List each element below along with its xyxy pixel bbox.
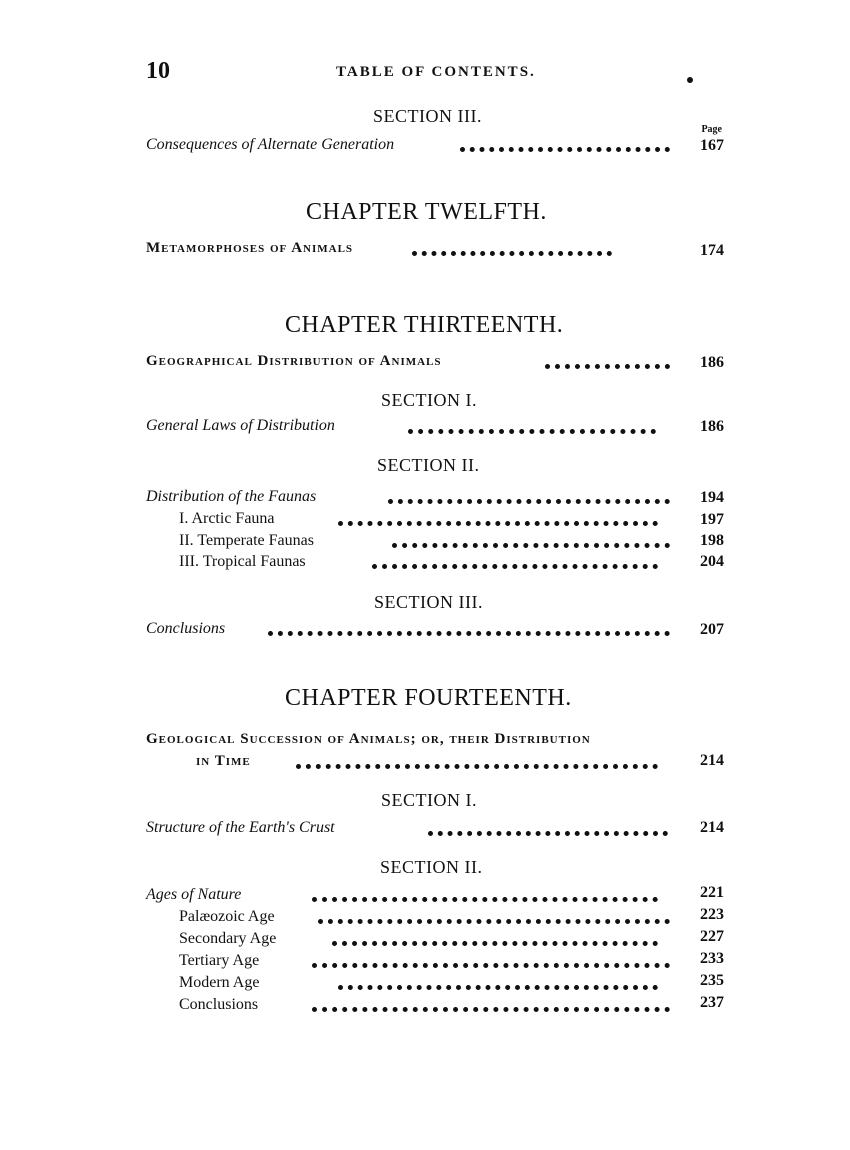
section-heading: SECTION I. [381, 390, 477, 410]
toc-entry: Distribution of the Faunas [146, 488, 317, 505]
toc-subentry: II. Temperate Faunas [179, 532, 314, 549]
leader-dots [312, 896, 658, 902]
page-column-label: Page [701, 124, 722, 135]
toc-entry: Conclusions [146, 620, 226, 637]
chapter-heading: CHAPTER TWELFTH. [306, 199, 547, 225]
section-heading: SECTION III. [374, 592, 483, 612]
leader-dots [460, 146, 670, 152]
page-number: 10 [146, 58, 170, 84]
toc-subentry: Palæozoic Age [179, 908, 275, 925]
leader-dots [372, 563, 658, 569]
toc-page: 235 [700, 972, 724, 989]
toc-entry: General Laws of Distribution [146, 417, 335, 434]
leader-dots [408, 428, 656, 434]
toc-subentry: Tertiary Age [179, 952, 260, 969]
toc-entry: Geographical Distribution of Animals [146, 353, 442, 369]
toc-entry: Consequences of Alternate Generation [146, 136, 395, 153]
leader-dots [296, 763, 658, 769]
leader-dots [268, 630, 670, 636]
leader-dots [318, 918, 670, 924]
running-title: TABLE OF CONTENTS. [336, 64, 536, 80]
toc-page: 167 [700, 137, 724, 154]
leader-dots [338, 520, 658, 526]
toc-subentry: Conclusions [179, 996, 259, 1013]
toc-page: 214 [700, 752, 724, 769]
section-heading: SECTION II. [380, 857, 483, 877]
chapter-heading: CHAPTER THIRTEENTH. [285, 312, 564, 338]
toc-page: 223 [700, 906, 724, 923]
toc-subentry: I. Arctic Fauna [179, 510, 275, 527]
toc-page: 214 [700, 819, 724, 836]
leader-dots [545, 363, 670, 369]
toc-entry: Geological Succession of Animals; or, their Distribution [146, 731, 591, 747]
toc-page: 197 [700, 511, 724, 528]
toc-subentry: III. Tropical Faunas [179, 553, 306, 570]
toc-page: 186 [700, 354, 724, 371]
toc-page: 174 [700, 242, 724, 259]
toc-entry: Metamorphoses of Animals [146, 240, 354, 256]
leader-dots [338, 984, 658, 990]
leader-dots [388, 498, 670, 504]
leader-dots [428, 830, 668, 836]
toc-page: 227 [700, 928, 724, 945]
toc-page: 198 [700, 532, 724, 549]
section-heading: SECTION I. [381, 790, 477, 810]
leader-dots [312, 962, 670, 968]
toc-page: 207 [700, 621, 724, 638]
leader-dots [332, 940, 658, 946]
toc-subentry: Secondary Age [179, 930, 277, 947]
leader-dots [412, 250, 612, 256]
leader-dots [312, 1006, 670, 1012]
toc-entry: Ages of Nature [146, 886, 242, 903]
toc-entry: Structure of the Earth's Crust [146, 819, 335, 836]
toc-entry-continuation: in Time [196, 753, 251, 769]
toc-page: 186 [700, 418, 724, 435]
section-heading: SECTION II. [377, 455, 480, 475]
toc-page: 233 [700, 950, 724, 967]
toc-page: 221 [700, 884, 724, 901]
toc-page: 237 [700, 994, 724, 1011]
toc-page: 204 [700, 553, 724, 570]
leader-dots [392, 542, 670, 548]
chapter-heading: CHAPTER FOURTEENTH. [285, 685, 572, 711]
ink-speck [687, 77, 693, 83]
section-heading: SECTION III. [373, 106, 482, 126]
toc-subentry: Modern Age [179, 974, 260, 991]
toc-page: 194 [700, 489, 724, 506]
